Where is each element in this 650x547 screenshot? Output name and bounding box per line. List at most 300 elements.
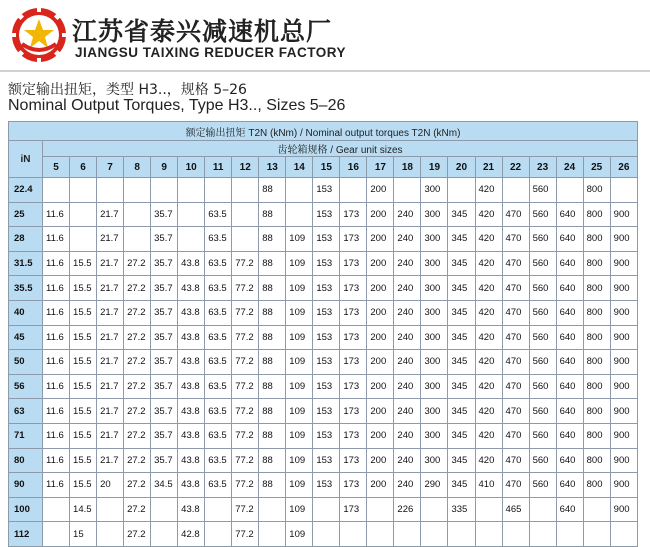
torque-cell: 15.5 [70,300,97,325]
torque-cell: 43.8 [178,350,205,375]
torque-cell: 300 [421,178,448,203]
size-header-26: 26 [610,157,637,178]
torque-cell: 345 [448,251,475,276]
torque-cell: 300 [421,448,448,473]
torque-table [8,121,638,547]
torque-cell: 153 [313,202,340,227]
torque-cell: 240 [394,374,421,399]
size-header-13: 13 [259,157,286,178]
torque-cell: 200 [367,227,394,252]
ratio-cell: 45 [9,325,43,350]
torque-cell: 345 [448,202,475,227]
torque-cell: 240 [394,202,421,227]
torque-cell: 470 [502,448,529,473]
torque-cell: 173 [340,202,367,227]
table-row [9,300,638,325]
table-header-sizes-row [9,141,638,157]
torque-cell: 300 [421,276,448,301]
torque-cell: 15.5 [70,423,97,448]
torque-cell: 800 [583,448,610,473]
torque-cell: 200 [367,300,394,325]
header-divider [0,70,650,72]
size-header-24: 24 [556,157,583,178]
torque-cell: 15 [70,522,97,547]
torque-cell: 173 [340,300,367,325]
torque-cell: 640 [556,399,583,424]
torque-cell: 420 [475,251,502,276]
torque-cell [205,497,232,522]
torque-cell: 345 [448,350,475,375]
torque-cell: 77.2 [232,300,259,325]
torque-cell: 173 [340,399,367,424]
torque-cell [178,202,205,227]
torque-cell: 465 [502,497,529,522]
torque-cell [313,522,340,547]
torque-cell: 153 [313,178,340,203]
page-title-en: Nominal Output Torques, Type H3.., Sizes 5–26 [8,97,346,114]
torque-cell [421,522,448,547]
torque-cell [97,522,124,547]
torque-cell: 800 [583,374,610,399]
torque-cell: 88 [259,300,286,325]
torque-cell: 560 [529,350,556,375]
torque-cell: 21.7 [97,251,124,276]
torque-cell: 11.6 [43,423,70,448]
torque-cell [151,178,178,203]
size-header-21: 21 [475,157,502,178]
torque-cell [259,522,286,547]
torque-cell: 109 [286,423,313,448]
torque-cell [124,202,151,227]
torque-cell [124,227,151,252]
torque-cell: 153 [313,399,340,424]
table-body [9,178,638,547]
table-row [9,423,638,448]
torque-cell: 63.5 [205,276,232,301]
torque-cell: 109 [286,350,313,375]
torque-cell: 21.7 [97,448,124,473]
torque-cell: 335 [448,497,475,522]
torque-cell: 300 [421,374,448,399]
torque-cell: 800 [583,300,610,325]
torque-cell: 420 [475,325,502,350]
torque-cell: 77.2 [232,276,259,301]
torque-cell: 200 [367,473,394,498]
size-header-12: 12 [232,157,259,178]
torque-cell: 200 [367,325,394,350]
torque-cell: 560 [529,374,556,399]
ratio-cell: 112 [9,522,43,547]
torque-cell: 345 [448,300,475,325]
torque-cell [43,497,70,522]
torque-cell: 43.8 [178,251,205,276]
size-header-5: 5 [43,157,70,178]
torque-cell: 470 [502,374,529,399]
torque-cell: 470 [502,399,529,424]
torque-cell: 109 [286,276,313,301]
torque-cell: 240 [394,473,421,498]
torque-cell: 11.6 [43,399,70,424]
torque-cell: 15.5 [70,325,97,350]
torque-cell [340,522,367,547]
torque-cell [70,227,97,252]
torque-cell: 290 [421,473,448,498]
torque-cell: 640 [556,251,583,276]
torque-cell: 34.5 [151,473,178,498]
ratio-cell: 40 [9,300,43,325]
torque-cell: 345 [448,276,475,301]
torque-cell: 35.7 [151,448,178,473]
torque-cell: 560 [529,423,556,448]
torque-cell [583,497,610,522]
torque-cell: 300 [421,423,448,448]
torque-cell: 226 [394,497,421,522]
size-header-22: 22 [502,157,529,178]
torque-cell [286,178,313,203]
torque-cell: 43.8 [178,423,205,448]
ratio-cell: 90 [9,473,43,498]
torque-cell: 77.2 [232,325,259,350]
table-row [9,350,638,375]
size-header-25: 25 [583,157,610,178]
torque-cell [286,202,313,227]
torque-cell: 27.2 [124,325,151,350]
torque-cell: 109 [286,227,313,252]
torque-cell: 153 [313,276,340,301]
torque-cell: 88 [259,227,286,252]
torque-cell: 77.2 [232,473,259,498]
torque-cell: 800 [583,473,610,498]
torque-cell: 560 [529,178,556,203]
torque-cell [97,178,124,203]
ratio-column-header: iN [9,141,43,178]
torque-cell: 420 [475,374,502,399]
torque-cell: 345 [448,423,475,448]
torque-cell: 200 [367,399,394,424]
torque-cell: 420 [475,178,502,203]
torque-cell: 173 [340,251,367,276]
torque-cell: 109 [286,300,313,325]
torque-cell [232,227,259,252]
torque-cell: 35.7 [151,300,178,325]
torque-cell: 21.7 [97,350,124,375]
torque-cell: 800 [583,423,610,448]
torque-cell: 240 [394,227,421,252]
torque-cell [502,178,529,203]
torque-cell [151,497,178,522]
torque-cell: 560 [529,251,556,276]
torque-cell: 800 [583,251,610,276]
torque-cell [529,522,556,547]
torque-cell: 88 [259,399,286,424]
torque-cell: 109 [286,251,313,276]
company-name-cn: 江苏省泰兴减速机总厂 [72,17,333,46]
torque-cell: 200 [367,374,394,399]
torque-cell: 200 [367,202,394,227]
torque-cell: 640 [556,473,583,498]
torque-cell [178,178,205,203]
table-row [9,227,638,252]
torque-cell [232,202,259,227]
torque-cell: 35.7 [151,227,178,252]
torque-cell: 153 [313,300,340,325]
torque-cell: 77.2 [232,522,259,547]
torque-cell: 240 [394,276,421,301]
torque-table-container [8,121,638,547]
torque-cell: 63.5 [205,251,232,276]
torque-cell: 14.5 [70,497,97,522]
torque-cell: 640 [556,497,583,522]
torque-cell: 88 [259,448,286,473]
torque-cell: 11.6 [43,300,70,325]
torque-cell: 900 [610,325,637,350]
torque-cell: 11.6 [43,227,70,252]
torque-cell: 43.8 [178,399,205,424]
torque-cell: 63.5 [205,473,232,498]
torque-cell: 200 [367,276,394,301]
torque-cell: 63.5 [205,448,232,473]
size-header-23: 23 [529,157,556,178]
torque-cell: 240 [394,300,421,325]
torque-cell: 560 [529,325,556,350]
table-row [9,473,638,498]
torque-cell: 21.7 [97,374,124,399]
torque-cell [70,202,97,227]
torque-cell: 35.7 [151,423,178,448]
torque-cell [421,497,448,522]
torque-cell: 20 [97,473,124,498]
torque-cell: 21.7 [97,276,124,301]
torque-cell: 11.6 [43,374,70,399]
torque-cell: 900 [610,497,637,522]
size-header-19: 19 [421,157,448,178]
torque-cell: 640 [556,448,583,473]
torque-cell: 15.5 [70,448,97,473]
torque-cell: 35.7 [151,374,178,399]
torque-cell: 345 [448,399,475,424]
torque-cell: 800 [583,350,610,375]
torque-cell: 21.7 [97,300,124,325]
size-header-10: 10 [178,157,205,178]
ratio-cell: 80 [9,448,43,473]
table-row [9,325,638,350]
torque-cell: 42.8 [178,522,205,547]
size-header-14: 14 [286,157,313,178]
torque-cell: 800 [583,276,610,301]
torque-cell: 63.5 [205,227,232,252]
torque-cell: 640 [556,202,583,227]
torque-cell: 63.5 [205,300,232,325]
torque-cell: 560 [529,202,556,227]
table-row [9,448,638,473]
torque-cell: 240 [394,325,421,350]
torque-cell [340,178,367,203]
torque-cell [124,178,151,203]
torque-cell: 640 [556,325,583,350]
torque-cell: 300 [421,251,448,276]
torque-cell [367,497,394,522]
torque-cell [448,178,475,203]
torque-cell: 173 [340,374,367,399]
torque-cell: 640 [556,276,583,301]
torque-cell: 560 [529,227,556,252]
torque-cell: 900 [610,276,637,301]
torque-cell: 900 [610,300,637,325]
torque-cell: 43.8 [178,300,205,325]
torque-cell: 800 [583,399,610,424]
torque-cell: 800 [583,227,610,252]
torque-cell: 640 [556,423,583,448]
torque-cell: 420 [475,423,502,448]
torque-cell: 560 [529,276,556,301]
torque-cell: 35.7 [151,251,178,276]
torque-cell: 77.2 [232,399,259,424]
torque-cell: 153 [313,448,340,473]
torque-cell: 420 [475,227,502,252]
header [0,0,650,72]
ratio-cell: 63 [9,399,43,424]
table-row [9,178,638,203]
torque-cell: 109 [286,325,313,350]
torque-cell: 560 [529,448,556,473]
torque-cell: 153 [313,473,340,498]
size-header-6: 6 [70,157,97,178]
torque-cell: 11.6 [43,202,70,227]
torque-cell: 15.5 [70,473,97,498]
torque-cell: 35.7 [151,325,178,350]
torque-cell [556,178,583,203]
size-header-20: 20 [448,157,475,178]
torque-cell: 420 [475,399,502,424]
torque-cell: 345 [448,325,475,350]
torque-cell: 200 [367,448,394,473]
torque-cell: 27.2 [124,276,151,301]
torque-cell: 43.8 [178,448,205,473]
size-header-8: 8 [124,157,151,178]
torque-cell: 640 [556,300,583,325]
torque-cell: 900 [610,473,637,498]
torque-cell [610,522,637,547]
torque-cell: 109 [286,497,313,522]
torque-cell: 153 [313,325,340,350]
torque-cell: 470 [502,251,529,276]
torque-cell: 900 [610,251,637,276]
torque-cell: 173 [340,423,367,448]
torque-cell: 27.2 [124,448,151,473]
torque-cell [232,178,259,203]
size-header-9: 9 [151,157,178,178]
torque-cell: 240 [394,448,421,473]
torque-cell: 27.2 [124,497,151,522]
torque-cell: 345 [448,374,475,399]
torque-cell: 470 [502,325,529,350]
size-header-row [9,157,638,178]
table-row [9,374,638,399]
torque-cell: 173 [340,473,367,498]
table-row [9,251,638,276]
torque-cell: 900 [610,227,637,252]
torque-cell: 470 [502,227,529,252]
torque-cell: 63.5 [205,399,232,424]
torque-cell [583,522,610,547]
torque-cell: 15.5 [70,374,97,399]
torque-cell [502,522,529,547]
torque-cell: 109 [286,448,313,473]
torque-cell: 43.8 [178,276,205,301]
torque-cell: 21.7 [97,399,124,424]
torque-cell: 88 [259,325,286,350]
ratio-cell: 100 [9,497,43,522]
torque-cell [97,497,124,522]
torque-cell: 27.2 [124,374,151,399]
torque-cell: 640 [556,227,583,252]
torque-cell [205,178,232,203]
torque-cell: 470 [502,423,529,448]
torque-cell: 470 [502,276,529,301]
torque-cell: 153 [313,227,340,252]
torque-cell [556,522,583,547]
torque-cell: 63.5 [205,350,232,375]
torque-cell: 345 [448,448,475,473]
torque-cell: 410 [475,473,502,498]
torque-cell: 470 [502,202,529,227]
table-row [9,522,638,547]
torque-cell: 11.6 [43,325,70,350]
torque-cell: 43.8 [178,374,205,399]
torque-cell: 900 [610,202,637,227]
torque-cell: 173 [340,350,367,375]
torque-cell: 200 [367,423,394,448]
torque-cell: 21.7 [97,202,124,227]
torque-cell [313,497,340,522]
torque-cell: 109 [286,473,313,498]
torque-cell: 640 [556,350,583,375]
torque-cell: 173 [340,448,367,473]
torque-cell: 800 [583,178,610,203]
torque-cell: 88 [259,202,286,227]
torque-cell: 21.7 [97,423,124,448]
torque-cell: 153 [313,423,340,448]
table-row [9,497,638,522]
torque-cell: 77.2 [232,251,259,276]
torque-cell [394,178,421,203]
torque-cell: 11.6 [43,276,70,301]
table-row [9,399,638,424]
torque-cell: 173 [340,276,367,301]
torque-cell: 35.7 [151,276,178,301]
torque-cell [205,522,232,547]
torque-cell: 300 [421,300,448,325]
torque-cell: 11.6 [43,251,70,276]
torque-cell: 88 [259,251,286,276]
torque-cell: 153 [313,251,340,276]
torque-cell [43,522,70,547]
size-header-15: 15 [313,157,340,178]
torque-cell: 200 [367,350,394,375]
torque-cell: 77.2 [232,497,259,522]
torque-cell: 15.5 [70,350,97,375]
table-row [9,202,638,227]
torque-cell: 173 [340,325,367,350]
torque-cell: 470 [502,473,529,498]
torque-cell: 420 [475,448,502,473]
torque-cell: 640 [556,374,583,399]
size-header-11: 11 [205,157,232,178]
table-row [9,276,638,301]
torque-cell [178,227,205,252]
torque-cell: 173 [340,497,367,522]
torque-cell: 27.2 [124,350,151,375]
